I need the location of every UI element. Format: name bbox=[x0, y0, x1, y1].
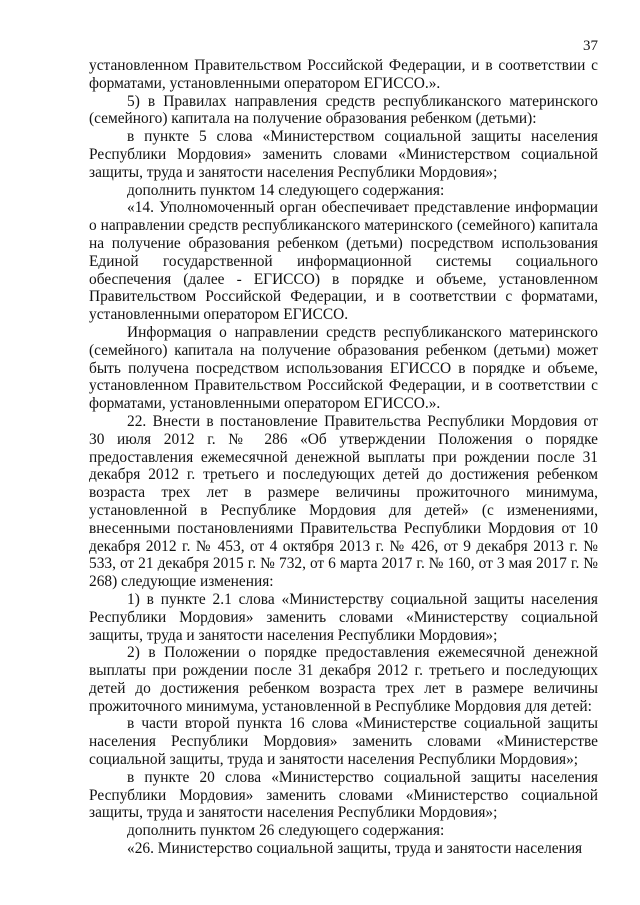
page-number: 37 bbox=[583, 38, 598, 54]
paragraph-information: Информация о направлении средств республиканского материнского (семейного) капитала на получение образования ребенком (детьми) может быть получена посредством использования ЕГИССО в порядке и объеме, установленном Правительством Российской Федерации, и в соответствии с форматами, установленными оператором ЕГИССО.». bbox=[89, 323, 598, 413]
paragraph-item-22: 22. Внести в постановление Правительства Республики Мордовия от 30 июля 2012 г. № 286 «Об утверждении Положения о порядке предоставления ежемесячной денежной выплаты при рождении после 31 декабря 2012 г. третьего и последующих детей до достижения ребенком возраста трех лет в размере величины прожиточного минимума, установленной в Республике Мордовия для детей» (с изменениями, внесенными постановлениями Правительства Республики Мордовия от 10 декабря 2012 г. № 453, от 4 октября 2013 г. № 426, от 9 декабря 2013 г. № 533, от 21 декабря 2015 г. № 732, от 6 марта 2017 г. № 160, от 3 мая 2017 г. № 268) следующие изменения: bbox=[89, 412, 598, 591]
paragraph-clause-20-replace: в пункте 20 слова «Министерство социальной защиты населения Республики Мордовия» заменить словами «Министерство социальной защиты, труда и занятости населения Республики Мордовия»; bbox=[89, 768, 598, 822]
paragraph-clause-26: «26. Министерство социальной защиты, труда и занятости населения bbox=[127, 840, 583, 858]
paragraph-item-5: 5) в Правилах направления средств республиканского материнского (семейного) капитала на получение образования ребенком (детьми): bbox=[89, 92, 598, 128]
paragraph-subitem-2: 2) в Положении о порядке предоставления ежемесячной денежной выплаты при рождении после 31 декабря 2012 г. третьего и последующих детей до достижения ребенком возраста трех лет в размере величины прожиточного минимума, установленной в Республике Мордовия для детей: bbox=[89, 644, 598, 715]
paragraph-subitem-1: 1) в пункте 2.1 слова «Министерству социальной защиты населения Республики Мордовия» заменить словами «Министерству социальной защиты, труда и занятости населения Республики Мордовия»; bbox=[89, 590, 598, 644]
paragraph-clause-5-replace: в пункте 5 слова «Министерством социальной защиты населения Республики Мордовия» заменить словами «Министерством социальной защиты, труда и занятости населения Республики Мордовия»; bbox=[89, 128, 598, 181]
paragraph-add-clause-14: дополнить пунктом 14 следующего содержания: bbox=[127, 181, 445, 199]
paragraph-continuation: установленном Правительством Российской Федерации, и в соответствии с форматами, установленными оператором ЕГИССО.». bbox=[89, 57, 598, 92]
paragraph-clause-14: «14. Уполномоченный орган обеспечивает представление информации о направлении средств республиканского материнского (семейного) капитала на получение образования ребенком (детьми) посредством использования Единой государственной информационной системы социального обеспечения (далее - ЕГИССО) в порядке и объеме, установленном Правительством Российской Федерации, и в соответствии с форматами, установленными оператором ЕГИССО. bbox=[89, 199, 598, 324]
paragraph-add-clause-26: дополнить пунктом 26 следующего содержания: bbox=[127, 822, 445, 840]
paragraph-clause-16-replace: в части второй пункта 16 слова «Министерстве социальной защиты населения Республики Мордовия» заменить словами «Министерстве социальной защиты, труда и занятости населения Республики Мордовия»; bbox=[89, 715, 598, 769]
document-body bbox=[89, 57, 598, 858]
